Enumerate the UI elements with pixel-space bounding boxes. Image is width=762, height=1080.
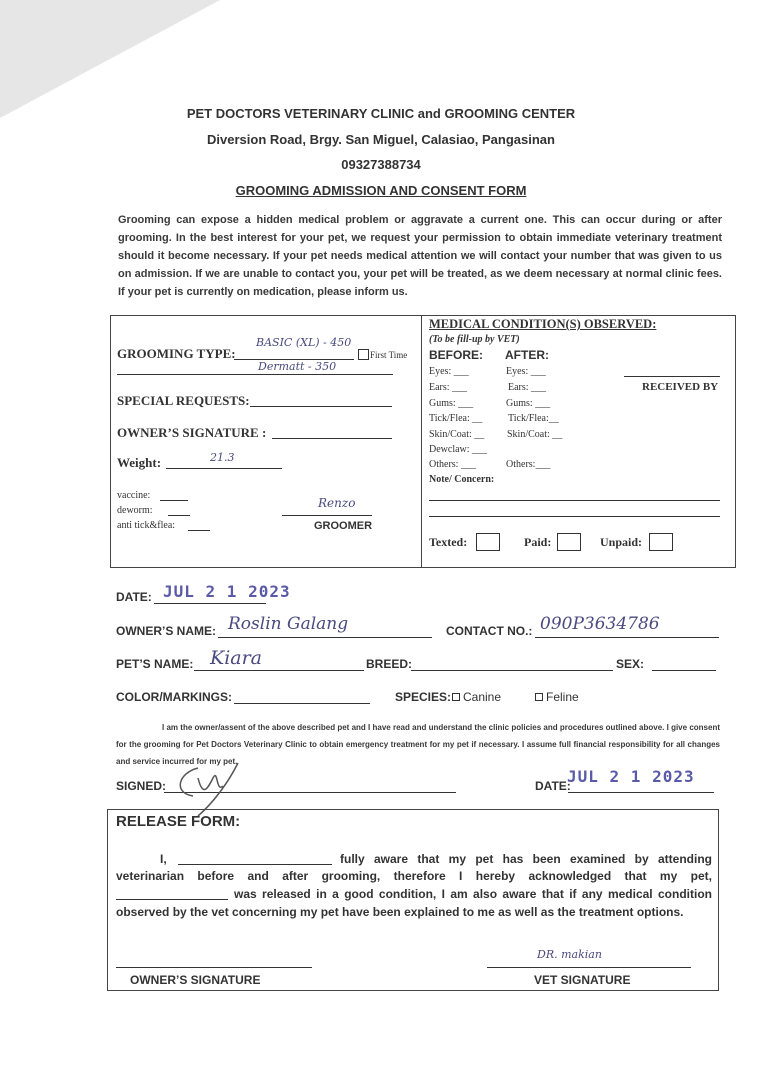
before-skincoat: Skin/Coat: __ (429, 429, 485, 440)
release-owner-signature-label: OWNER’S SIGNATURE (130, 973, 261, 987)
signed-label: SIGNED: (116, 779, 167, 793)
special-requests-line (250, 406, 392, 407)
received-by-line (624, 376, 720, 377)
date-stamp[interactable]: JUL 2 1 2023 (163, 582, 291, 601)
weight-line (166, 468, 282, 469)
color-markings-label: COLOR/MARKINGS: (116, 690, 232, 704)
before-dewclaw: Dewclaw: ___ (429, 444, 488, 455)
before-label: BEFORE: (429, 348, 483, 362)
special-requests-label: SPECIAL REQUESTS: (117, 393, 250, 408)
note-line-1 (429, 500, 720, 501)
after-label: AFTER: (505, 348, 549, 362)
medical-subtitle: (To be fill-up by VET) (429, 334, 520, 345)
release-text-2: fully aware that my pet has been examined by attending (340, 852, 712, 866)
canine-checkbox[interactable] (452, 693, 460, 701)
box-divider (421, 315, 422, 567)
grooming-type-label: GROOMING TYPE: (117, 346, 236, 361)
paid-checkbox[interactable] (557, 533, 581, 551)
breed-label: BREED: (366, 657, 413, 671)
before-eyes: Eyes: ___ (429, 366, 469, 377)
canine-label: Canine (463, 690, 502, 704)
sex-label: SEX: (616, 657, 645, 671)
release-text-i: I, (160, 852, 167, 866)
owner-signature-label: OWNER’S SIGNATURE : (117, 425, 267, 440)
grooming-type-line-2 (117, 374, 393, 375)
after-others: Others:___ (506, 459, 551, 470)
weight-label: Weight: (117, 455, 162, 470)
vaccine-line (160, 500, 188, 501)
release-pet-line (116, 899, 228, 900)
antitick-label: anti tick&flea: (117, 520, 176, 531)
release-text-3: veterinarian before and after grooming, therefore I hereby acknowledged that my pet, (116, 869, 712, 883)
after-ears: Ears: ___ (508, 382, 547, 393)
sex-line (652, 670, 716, 671)
pet-name-label: PET’S NAME: (116, 657, 194, 671)
after-tickflea: Tick/Flea:__ (508, 413, 559, 424)
texted-label: Texted: (429, 535, 468, 549)
before-others: Others: ___ (429, 459, 476, 470)
owner-name-value[interactable]: Roslin Galang (228, 614, 349, 634)
feline-label: Feline (546, 690, 579, 704)
owner-name-line (218, 637, 432, 638)
pet-name-line (194, 670, 364, 671)
after-eyes: Eyes: ___ (506, 366, 546, 377)
first-time-label: First Time (370, 350, 408, 360)
deworm-label: deworm: (117, 505, 153, 516)
before-tickflea: Tick/Flea: __ (429, 413, 483, 424)
grooming-type-value-2[interactable]: Dermatt - 350 (258, 360, 337, 373)
note-line-2 (429, 516, 720, 517)
after-skincoat: Skin/Coat: __ (507, 429, 563, 440)
clinic-name: PET DOCTORS VETERINARY CLINIC and GROOMING CENTER (186, 106, 576, 121)
signed-date-stamp[interactable]: JUL 2 1 2023 (567, 767, 695, 786)
contact-label: CONTACT NO.: (446, 624, 533, 638)
consent-paragraph: I am the owner/assent of the above described pet and I have read and understand the clinic policies and procedures outlined above. I give consent for the grooming for Pet Doctors Veterinary Clinic to obtain emergency treatment for my pet if necessary. I assume full financial responsibility for all changes and service incurred for my pet. (116, 723, 720, 766)
signed-date-label: DATE: (535, 779, 571, 793)
after-gums: Gums: ___ (506, 398, 551, 409)
contact-value[interactable]: 090P3634786 (540, 614, 660, 634)
vet-name[interactable]: DR. makian (537, 948, 602, 961)
groomer-line (282, 515, 372, 516)
breed-line (411, 670, 613, 671)
unpaid-label: Unpaid: (600, 535, 643, 549)
texted-checkbox[interactable] (476, 533, 500, 551)
groomer-name[interactable]: Renzo (318, 496, 356, 510)
release-text-4: was released in a good condition, I am also aware that if any medical condition (234, 887, 712, 901)
release-text-5: observed by the vet concerning my pet have been explained to me as well as the treatment options. (116, 905, 684, 919)
clinic-phone: 09327388734 (341, 157, 421, 172)
release-name-line (178, 864, 332, 865)
before-ears: Ears: ___ (429, 382, 468, 393)
medical-title: MEDICAL CONDITION(S) OBSERVED: (429, 317, 657, 331)
pet-name-value[interactable]: Kiara (210, 647, 263, 669)
owner-name-label: OWNER’S NAME: (116, 624, 216, 638)
color-markings-line (234, 703, 370, 704)
vet-signature-label: VET SIGNATURE (534, 973, 631, 987)
unpaid-checkbox[interactable] (649, 533, 673, 551)
date-line (154, 603, 266, 604)
signed-date-line (568, 792, 714, 793)
note-label: Note/ Concern: (429, 474, 495, 485)
deworm-line (168, 515, 190, 516)
scan-corner-shade (0, 0, 220, 118)
contact-line (535, 637, 719, 638)
release-title: RELEASE FORM: (116, 813, 241, 830)
vaccine-label: vaccine: (117, 490, 151, 501)
owner-signature-line (272, 438, 392, 439)
intro-paragraph: Grooming can expose a hidden medical problem or aggravate a current one. This can occur during or after grooming. In the best interest for your pet, we request your permission to obtain immediate veterinary treatment should it become necessary. If your pet needs medical attention we will contact your number that was given to us on admission. If we are unable to contact you, your pet will be treated, as we deem necessary at normal clinic fees. If your pet is currently on medication, please inform us. (118, 214, 722, 298)
date-label: DATE: (116, 590, 152, 604)
clinic-address: Diversion Road, Brgy. San Miguel, Calasiao, Pangasinan (207, 132, 555, 147)
species-label: SPECIES: (395, 690, 452, 704)
before-gums: Gums: ___ (429, 398, 474, 409)
paid-label: Paid: (524, 535, 552, 549)
vet-signature-line (487, 967, 691, 968)
groomer-label: GROOMER (314, 520, 373, 532)
form-title: GROOMING ADMISSION AND CONSENT FORM (235, 183, 527, 198)
release-owner-signature-line (116, 967, 312, 968)
feline-checkbox[interactable] (535, 693, 543, 701)
grooming-type-value-1[interactable]: BASIC (XL) - 450 (256, 336, 352, 349)
first-time-checkbox[interactable] (358, 349, 369, 360)
antitick-line (188, 530, 210, 531)
received-by-label: RECEIVED BY (642, 381, 719, 393)
weight-value[interactable]: 21.3 (210, 451, 235, 464)
